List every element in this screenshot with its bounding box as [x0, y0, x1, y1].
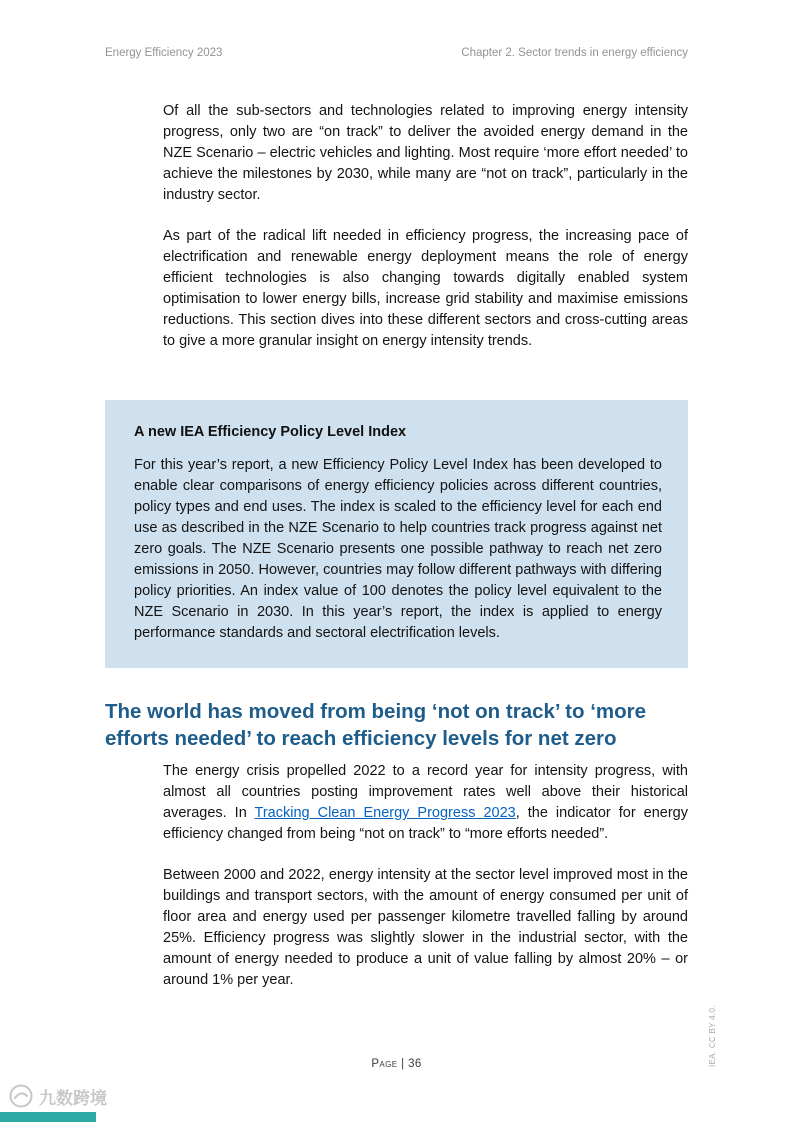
- callout-title: A new IEA Efficiency Policy Level Index: [134, 424, 407, 440]
- section-paragraph-2: Between 2000 and 2022, energy intensity at the sector level improved most in the buildings and transport sectors, with the amount of energy consumed per unit of floor area and energy used per passenger kilometre travelled falling by around 25%. Efficiency progress was slightly slower in the industrial sector, with the amount of energy needed to produce a unit of value falling by almost 20% – or around 1% per year.: [163, 867, 688, 988]
- intro-paragraph-1: Of all the sub-sectors and technologies related to improving energy intensity progress, only two are “on track” to deliver the avoided energy demand in the NZE Scenario – electric vehicles and lighting. Most require ‘more effort needed’ to achieve the milestones by 2030, while many are “not on track”, particularly in the industry sector.: [163, 103, 688, 203]
- intro-paragraph-2: As part of the radical lift needed in efficiency progress, the increasing pace of electrification and renewable energy deployment means the role of energy efficient technologies is also changing towards digitally enabled system optimisation to lower energy bills, increase grid stability and maximise emissions reductions. This section dives into these different sectors and cross-cutting areas to give a more granular insight on energy intensity trends.: [163, 228, 688, 349]
- callout-body: For this year’s report, a new Efficiency Policy Level Index has been developed to enable clear comparisons of energy efficiency policies across different countries, policy types and end uses. The index is scaled to the efficiency level for each end use as described in the NZE Scenario to help countries track progress against net zero goals. The NZE Scenario presents one possible pathway to reach net zero emissions in 2050. However, countries may follow different pathways with differing policy priorities. An index value of 100 denotes the policy level equivalent to the NZE Scenario in 2030. In this year’s report, the index is applied to energy performance standards and sectoral electrification levels.: [134, 457, 662, 641]
- callout-box: [105, 400, 688, 668]
- paragraph-text-after-link: , the indicator for energy efficiency changed from being “not on track” to “more efforts needed”.: [163, 805, 688, 842]
- bottom-accent-bar: [0, 1112, 96, 1122]
- page-number: Page | 36: [371, 1058, 422, 1070]
- page-content: [105, 101, 688, 991]
- paragraph-text-before-link: The energy crisis propelled 2022 to a record year for intensity progress, with almost all countries posting improvement rates well above their historical averages. In: [163, 763, 688, 821]
- watermark-text: 九数跨境: [39, 1088, 107, 1108]
- header-doc-title: Energy Efficiency 2023: [105, 47, 223, 59]
- section-heading: The world has moved from being ‘not on track’ to ‘more efforts needed’ to reach efficiency levels for net zero: [105, 700, 647, 750]
- watermark-logo-icon: [8, 1083, 34, 1109]
- license-note: IEA. CC BY 4.0.: [708, 1005, 717, 1067]
- page-header: [105, 47, 688, 59]
- header-chapter-title: Chapter 2. Sector trends in energy efficiency: [461, 47, 688, 59]
- tracking-clean-energy-progress-link[interactable]: Tracking Clean Energy Progress 2023: [254, 805, 516, 821]
- watermark: [8, 1083, 107, 1109]
- section-paragraph-1: [163, 761, 688, 845]
